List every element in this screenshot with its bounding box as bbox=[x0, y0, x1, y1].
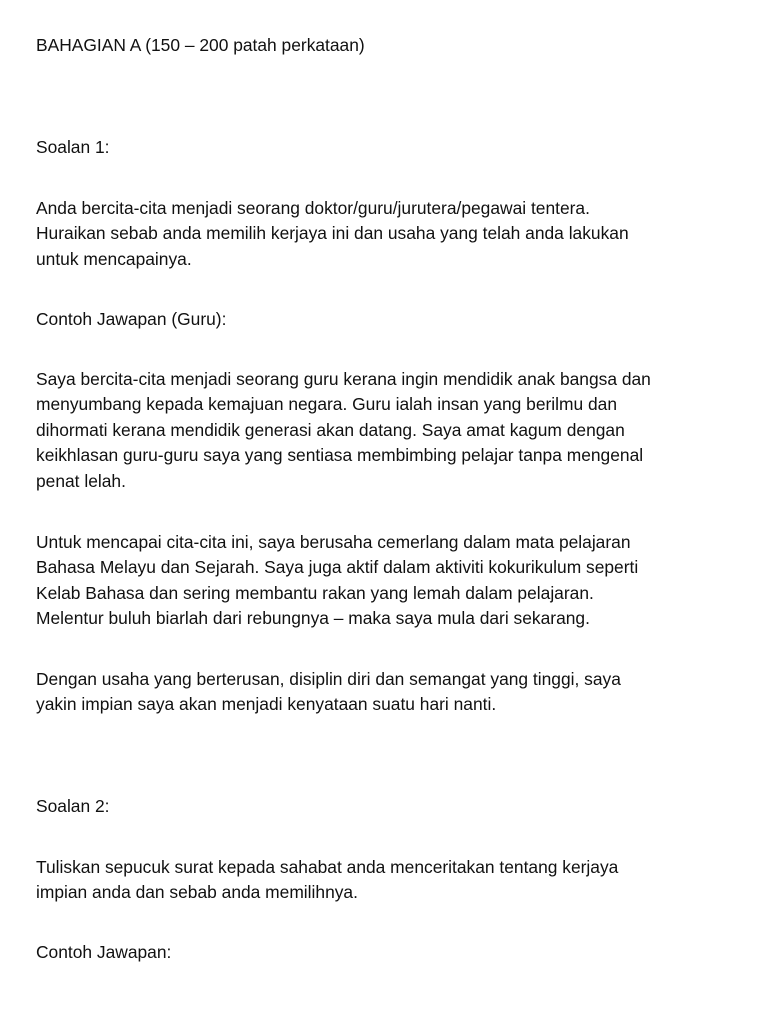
answer-line: menyumbang kepada kemajuan negara. Guru ialah insan yang berilmu dan bbox=[36, 394, 618, 415]
question-1-example-label: Contoh Jawapan (Guru): bbox=[36, 309, 227, 329]
answer-paragraph-3 bbox=[36, 667, 621, 718]
answer-line: Melentur buluh biarlah dari rebungnya – maka saya mula dari sekarang. bbox=[36, 608, 590, 629]
answer-line: Dengan usaha yang berterusan, disiplin diri dan semangat yang tinggi, saya bbox=[36, 669, 621, 689]
question-1-prompt-line: Huraikan sebab anda memilih kerjaya ini dan usaha yang telah anda lakukan bbox=[36, 223, 629, 244]
question-2-prompt bbox=[36, 855, 618, 906]
answer-line: Kelab Bahasa dan sering membantu rakan yang lemah dalam pelajaran. bbox=[36, 582, 594, 603]
answer-line: penat lelah. bbox=[36, 470, 126, 491]
answer-line: keikhlasan guru-guru saya yang sentiasa membimbing pelajar tanpa mengenal bbox=[36, 445, 644, 466]
answer-line: Saya bercita-cita menjadi seorang guru kerana ingin mendidik anak bangsa dan bbox=[36, 369, 651, 389]
question-1-prompt-line: Anda bercita-cita menjadi seorang doktor/guru/jurutera/pegawai tentera. bbox=[36, 198, 590, 218]
answer-line: Untuk mencapai cita-cita ini, saya berusaha cemerlang dalam mata pelajaran bbox=[36, 532, 631, 552]
question-1-prompt-line: untuk mencapainya. bbox=[36, 248, 192, 269]
answer-line: dihormati kerana mendidik generasi akan datang. Saya amat kagum dengan bbox=[36, 419, 625, 440]
question-2-prompt-line: impian anda dan sebab anda memilihnya. bbox=[36, 882, 358, 903]
question-1-prompt bbox=[36, 196, 629, 272]
answer-line: Bahasa Melayu dan Sejarah. Saya juga aktif dalam aktiviti kokurikulum seperti bbox=[36, 557, 639, 578]
answer-line: yakin impian saya akan menjadi kenyataan suatu hari nanti. bbox=[36, 694, 497, 715]
question-2-example-label: Contoh Jawapan: bbox=[36, 942, 172, 962]
answer-paragraph-2 bbox=[36, 530, 638, 632]
answer-paragraph-1 bbox=[36, 367, 651, 494]
question-1-label: Soalan 1: bbox=[36, 137, 110, 157]
question-2-prompt-line: Tuliskan sepucuk surat kepada sahabat anda menceritakan tentang kerjaya bbox=[36, 857, 619, 877]
section-heading: BAHAGIAN A (150 – 200 patah perkataan) bbox=[36, 35, 365, 55]
question-2-label: Soalan 2: bbox=[36, 796, 110, 816]
